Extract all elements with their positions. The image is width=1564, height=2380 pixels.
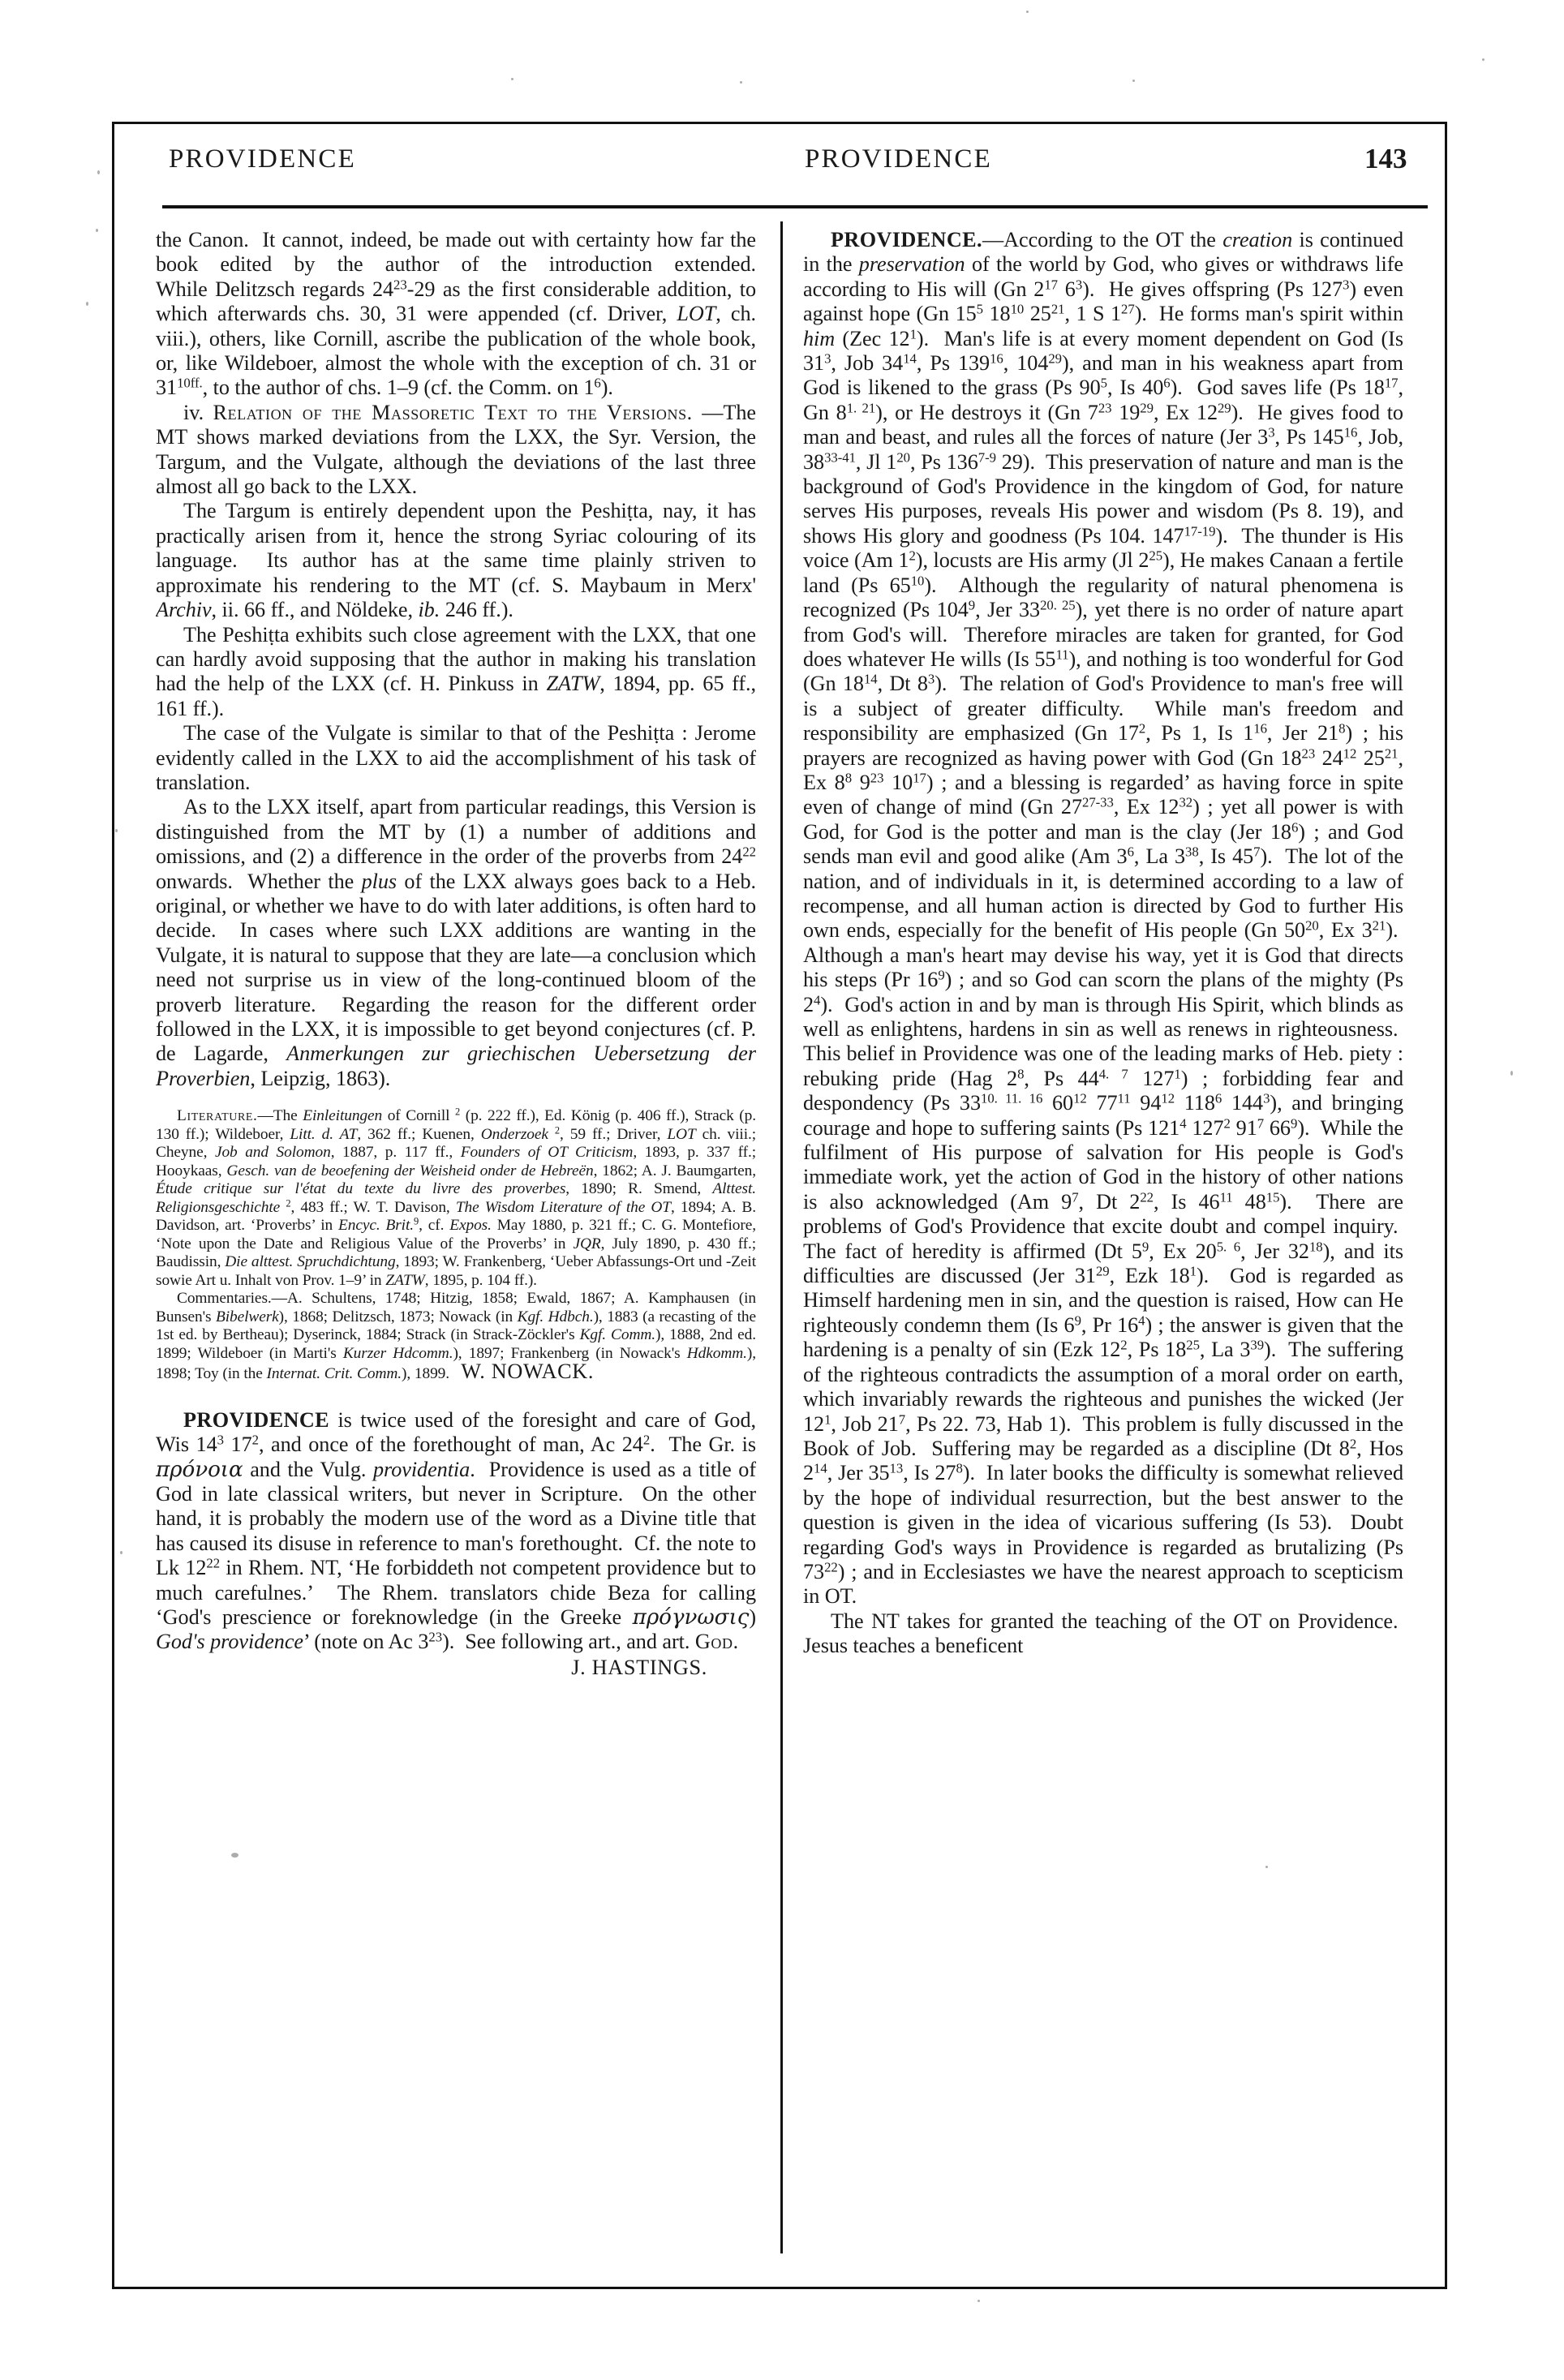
scan-speck — [1026, 11, 1029, 13]
scan-speck — [740, 81, 742, 84]
entry-heading-providence-left: PROVIDENCE — [183, 1407, 330, 1432]
column-divider — [780, 221, 783, 2253]
scan-speck — [96, 229, 98, 232]
paragraph-targum: The Targum is entirely dependent upon the Peshiṭta, nay, it has practically arisen from it, hence the strong Syriac colouring of its language. Its author has at the same time plainly striven to approximate his rendering to the MT (cf. S. Maybaum in Merx' Archiv, ii. 66 ff., and Nöldeke, ib. 246 ff.). — [156, 499, 756, 622]
left-column — [156, 228, 756, 2280]
commentaries-block: Commentaries.—A. Schultens, 1748; Hitzig, 1858; Ewald, 1867; A. Kamphausen (in Bunsen's Bibelwerk), 1868; Delitzsch, 1873; Nowack (in Kgf. Hdbch.), 1883 (a recasting of the 1st ed. by Bertheau); Dyserinck, 1884; Strack (in Strack-Zöckler's Kgf. Comm.), 1888, 2nd ed. 1899; Wildeboer (in Marti's Kurzer Hdcomm.), 1897; Frankenberg (in Nowack's Hdkomm.), 1898; Toy (in the Internat. Crit. Comm.), 1899. W. NOWACK. — [156, 1290, 756, 1384]
scan-speck — [97, 170, 100, 174]
scan-speck — [1265, 1866, 1268, 1868]
paragraph-providence-hastings: PROVIDENCE is twice used of the foresight and care of God, Wis $14^3$ $17^2$, and once of the forethought of man, Ac $24^2$. The Gr. is πρóνοια and the Vulg. providentia. Providence is used as a title of God in late classical writers, but never in Scripture. On the other hand, it is probably the modern use of the word as a Divine title that has caused its disuse in reference to man's forethought. Cf. the note to Lk $12^{22}$ in Rhem. NT, ‘He forbiddeth not competent providence but to much carefulnes.’ The Rhem. translators chide Beza for calling ‘God's prescience or foreknowledge (in the Greeke πρóγνωσις) God's providence’ (note on Ac $3^{23}$). See following art., and art. God. — [156, 1407, 756, 1654]
paragraph-providence-ot: PROVIDENCE.—According to the OT the creation is continued in the preservation of the world by God, who gives or withdraws life according to His will (Gn $2^{17}$ $6^3$). He gives offspring (Ps $127^3$) even against hope (Gn $15^5$ $18^{10}$ $25^{21}$, 1 S $1^{27}$). He forms man's spirit within him (Zec $12^1$). Man's life is at every moment dependent on God (Is $31^3$, Job $34^{14}$, Ps $139^{16}$, $104^{29}$), and man in his weakness apart from God is likened to the grass (Ps $90^5$, Is $40^6$). God saves life (Ps $18^{17}$, Gn $8^{1. 21}$), or He destroys it (Gn $7^{23}$ $19^{29}$, Ex $12^{29}$). He gives food to man and beast, and rules all the forces of nature (Jer $3^3$, Ps $145^{16}$, Job, 38$^{33-41}$, Jl $1^{20}$, Ps 136$^{7-9}$ 29). This preservation of nature and man is the background of God's Providence in the kingdom of God, for nature serves His purposes, reveals His power and wisdom (Ps 8. 19), and shows His glory and goodness (Ps 104. 147$^{17-19}$). The thunder is His voice (Am $1^2$), locusts are His army (Jl $2^{25}$), He makes Canaan a fertile land (Ps $65^{10}$). Although the regularity of natural phenomena is recognized (Ps $104^9$, Jer $33^{20. 25}$), yet there is no order of nature apart from God's will. Therefore miracles are taken for granted, for God does whatever He wills (Is $55^{11}$), and nothing is too wonderful for God (Gn $18^{14}$, Dt $8^3$). The relation of God's Providence to man's free will is a subject of greater difficulty. While man's freedom and responsibility are emphasized (Gn $17^2$, Ps 1, Is $1^{16}$, Jer $21^8$) ; his prayers are recognized as having power with God (Gn $18^{23}$ $24^{12}$ $25^{21}$, Ex $8^8$ $9^{23}$ $10^{17}$) ; and a blessing is regarded’ as having force in spite even of change of mind (Gn 27$^{27-33}$, Ex $12^{32}$) ; yet all power is with God, for God is the potter and man is the clay (Jer $18^6$) ; and God sends man evil and good alike (Am $3^6$, La $3^{38}$, Is $45^7$). The lot of the nation, and of individuals in it, is determined according to a law of recompense, and all human action is directed by God to further His own ends, especially for the benefit of His people (Gn $50^{20}$, Ex $3^{21}$). Although a man's heart may devise his way, yet it is God that directs his steps (Pr $16^9$) ; and so God can scorn the plans of the mighty (Ps $2^4$). God's action in and by man is through His Spirit, which blinds as well as enlightens, hardens in sin as well as renews in righteousness. This belief in Providence was one of the leading marks of Heb. piety : rebuking pride (Hag $2^8$, Ps $44^{4. 7}$ $127^1$) ; forbidding fear and despondency (Ps $33^{10. 11. 16}$ $60^{12}$ $77^{11}$ $94^{12}$ $118^6$ $144^3$), and bringing courage and hope to suffering saints (Ps $121^4$ $127^2$ $91^7$ $66^9$). While the fulfilment of His purpose of salvation for His people is God's immediate work, yet the action of God in the history of other nations is also acknowledged (Am $9^7$, Dt $2^{22}$, Is $46^{11}$ $48^{15}$). There are problems of God's Providence that excite doubt and compel inquiry. The fact of heredity is affirmed (Dt $5^9$, Ex $20^{5. 6}$, Jer $32^{18}$), and its difficulties are discussed (Jer $31^{29}$, Ezk $18^1$). God is regarded as Himself hardening men in sin, and the question is raised, How can He righteously condemn them (Is $6^9$, Pr $16^4$) ; the answer is given that the hardening is a penalty of sin (Ezk $12^2$, Ps $18^{25}$, La $3^{39}$). The suffering of the righteous contradicts the assumption of a moral order on earth, which invariably rewards the righteous and punishes the wicked (Jer $12^1$, Job $21^7$, Ps 22. 73, Hab 1). This problem is fully discussed in the Book of Job. Suffering may be regarded as a discipline (Dt $8^2$, Hos $2^{14}$, Jer $35^{13}$, Is $27^8$). In later books the difficulty is somewhat relieved by the hope of individual resurrection, but the best answer to the question is given in the idea of vicarious suffering (Is 53). Doubt regarding God's ways in Providence is regarded as brutalizing (Ps $73^{22}$) ; and in Ecclesiastes we have the nearest approach to scepticism in OT. — [803, 228, 1403, 1609]
right-column — [803, 228, 1403, 2280]
running-head-right: PROVIDENCE — [805, 144, 993, 174]
scan-speck — [86, 302, 88, 306]
paragraph-lxx: As to the LXX itself, apart from particular readings, this Version is distinguished from the MT by (1) a number of additions and omissions, and (2) a difference in the order of the proverbs from $24^{22}$ onwards. Whether the plus of the LXX always goes back to a Heb. original, or whether we have to do with later additions, is often hard to decide. In cases where such LXX additions are wanting in the Vulgate, it is natural to suppose that they are late—a conclusion which need not surprise us in view of the long-continued bloom of the proverb literature. Regarding the reason for the different order followed in the LXX, it is impossible to get beyond conjectures (cf. P. de Lagarde, Anmerkungen zur griechischen Uebersetzung der Proverbien, Leipzig, 1863). — [156, 795, 756, 1090]
paragraph-peshitta: The Peshiṭta exhibits such close agreement with the LXX, that one can hardly avoid supposing that the author in making his translation had the help of the LXX (cf. H. Pinkuss in ZATW, 1894, pp. 65 ff., 161 ff.). — [156, 622, 756, 720]
scan-speck — [115, 829, 118, 832]
running-head-left: PROVIDENCE — [169, 144, 357, 174]
entry-heading-providence-right: PROVIDENCE. — [831, 228, 982, 251]
author-nowack: W. NOWACK. — [461, 1360, 595, 1384]
scan-speck — [1482, 58, 1485, 61]
paragraph-vulgate: The case of the Vulgate is similar to that of the Peshiṭta : Jerome evidently called in the LXX to aid the accomplishment of his task of translation. — [156, 721, 756, 794]
paragraph-massoretic-versions: iv. Relation of the Massoretic Text to the Versions. —The MT shows marked deviations from the LXX, the Syr. Version, the Targum, and the Vulgate, although the deviations of the last three almost all go back to the LXX. — [156, 400, 756, 499]
literature-label: Literature. — [177, 1107, 258, 1125]
commentaries-label: Commentaries. — [177, 1290, 272, 1308]
scan-speck — [511, 78, 513, 80]
scan-speck — [978, 2300, 980, 2302]
running-head — [123, 144, 1436, 193]
paragraph-canon-continued: the Canon. It cannot, indeed, be made out with certainty how far the book edited by the author of the introduction extended. While Delitzsch regards $24^{23}-29$ as the first considerable addition, to which afterwards chs. 30, 31 were appended (cf. Driver, LOT, ch. viii.), others, like Cornill, ascribe the publication of the whole book, or, like Wildeboer, almost the whole with the exception of ch. 31 or $31^{10ff.}$, to the author of chs. 1–9 (cf. the Comm. on $1^6$). — [156, 228, 756, 400]
literature-block: Literature.—The Einleitungen of Cornill $^2$ (p. 222 ff.), Ed. König (p. 406 ff.), Strack (p. 130 ff.); Wildeboer, Litt. d. AT, 362 ff.; Kuenen, Onderzoek $^2$, 59 ff.; Driver, LOT ch. viii.; Cheyne, Job and Solomon, 1887, p. 117 ff., Founders of OT Criticism, 1893, p. 337 ff.; Hooykaas, Gesch. van de beoefening der Weisheid onder de Hebreën, 1862; A. J. Baumgarten, Étude critique sur l'état du texte du livre des proverbes, 1890; R. Smend, Alttest. Religionsgeschichte $^2$, 483 ff.; W. T. Davison, The Wisdom Literature of the OT, 1894; A. B. Davidson, art. ‘Proverbs’ in Encyc. Brit.$^9$, cf. Expos. May 1880, p. 321 ff.; C. G. Montefiore, ‘Note upon the Date and Religious Value of the Proverbs’ in JQR, July 1890, p. 430 ff.; Baudissin, Die alttest. Spruchdichtung, 1893; W. Frankenberg, ‘Ueber Abfassungs-Ort und -Zeit sowie Art u. Inhalt von Prov. 1–9’ in ZATW, 1895, p. 104 ff.). — [156, 1106, 756, 1289]
scan-speck — [1132, 79, 1135, 82]
header-rule — [162, 205, 1428, 208]
scan-speck — [1510, 1071, 1513, 1076]
scan-speck — [120, 1551, 122, 1554]
page-number: 143 — [1364, 143, 1407, 174]
paragraph-providence-nt: The NT takes for granted the teaching of the OT on Providence. Jesus teaches a beneficent — [803, 1609, 1403, 1658]
author-hastings: J. HASTINGS. — [571, 1655, 707, 1679]
scan-speck — [231, 1853, 238, 1858]
section-heading-massoretic: iv. Relation of the Massoretic Text to the Versions. — [183, 400, 693, 424]
column-container — [123, 228, 1436, 2280]
